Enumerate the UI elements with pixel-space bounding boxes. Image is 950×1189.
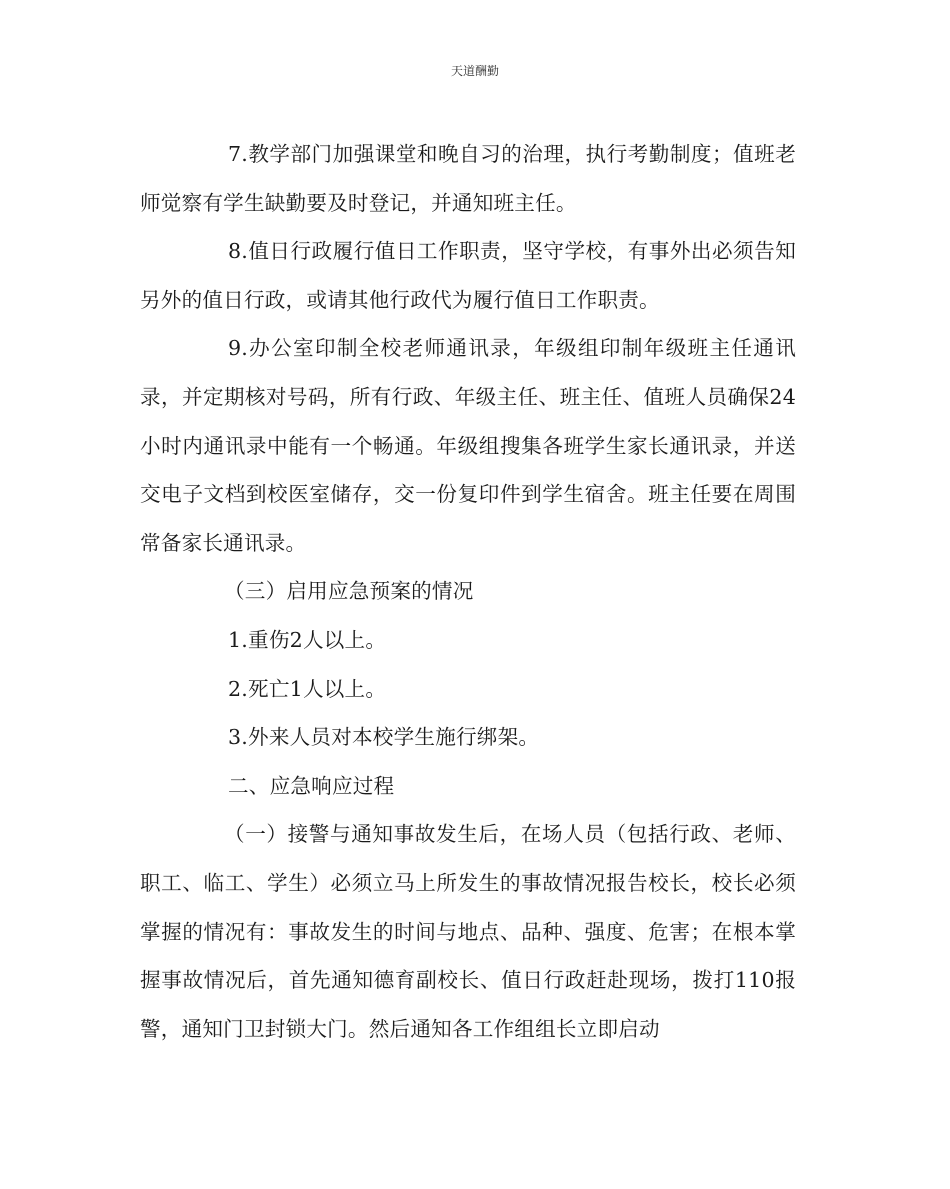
condition-item-2: 2.死亡1人以上。 — [228, 676, 387, 701]
document-body — [140, 130, 796, 1053]
section-heading-response-process: 二、应急响应过程 — [228, 773, 395, 798]
section-heading-emergency-conditions: （三）启用应急预案的情况 — [224, 579, 474, 604]
paragraph-item-8: 8.值日行政履行值日工作职责，坚守学校，有事外出必须告知另外的值日行政，或请其他行政代为履行值日工作职责。 — [140, 239, 796, 312]
page-header: 天道酬勤 — [450, 64, 499, 78]
paragraph-item-9: 9.办公室印制全校老师通讯录，年级组印制年级班主任通讯录，并定期核对号码，所有行政、年级主任、班主任、值班人员确保24小时内通讯录中能有一个畅通。年级组搜集各班学生家长通讯录，并送交电子文档到校医室储存，交一份复印件到学生宿舍。班主任要在周围常备家长通讯录。 — [140, 336, 796, 555]
paragraph-alarm-notification: （一）接警与通知事故发生后，在场人员（包括行政、老师、职工、临工、学生）必须立马上所发生的事故情况报告校长，校长必须掌握的情况有：事故发生的时间与地点、品种、强度、危害；在根本掌握事故情况后，首先通知德育副校长、值日行政赶赴现场，拨打110报警，通知门卫封锁大门。然后通知各工作组组长立即启动 — [140, 822, 796, 1041]
condition-item-1: 1.重伤2人以上。 — [228, 627, 387, 652]
paragraph-item-7: 7.教学部门加强课堂和晚自习的治理，执行考勤制度；值班老师觉察有学生缺勤要及时登记，并通知班主任。 — [140, 142, 796, 215]
condition-item-3: 3.外来人员对本校学生施行绑架。 — [228, 725, 540, 750]
